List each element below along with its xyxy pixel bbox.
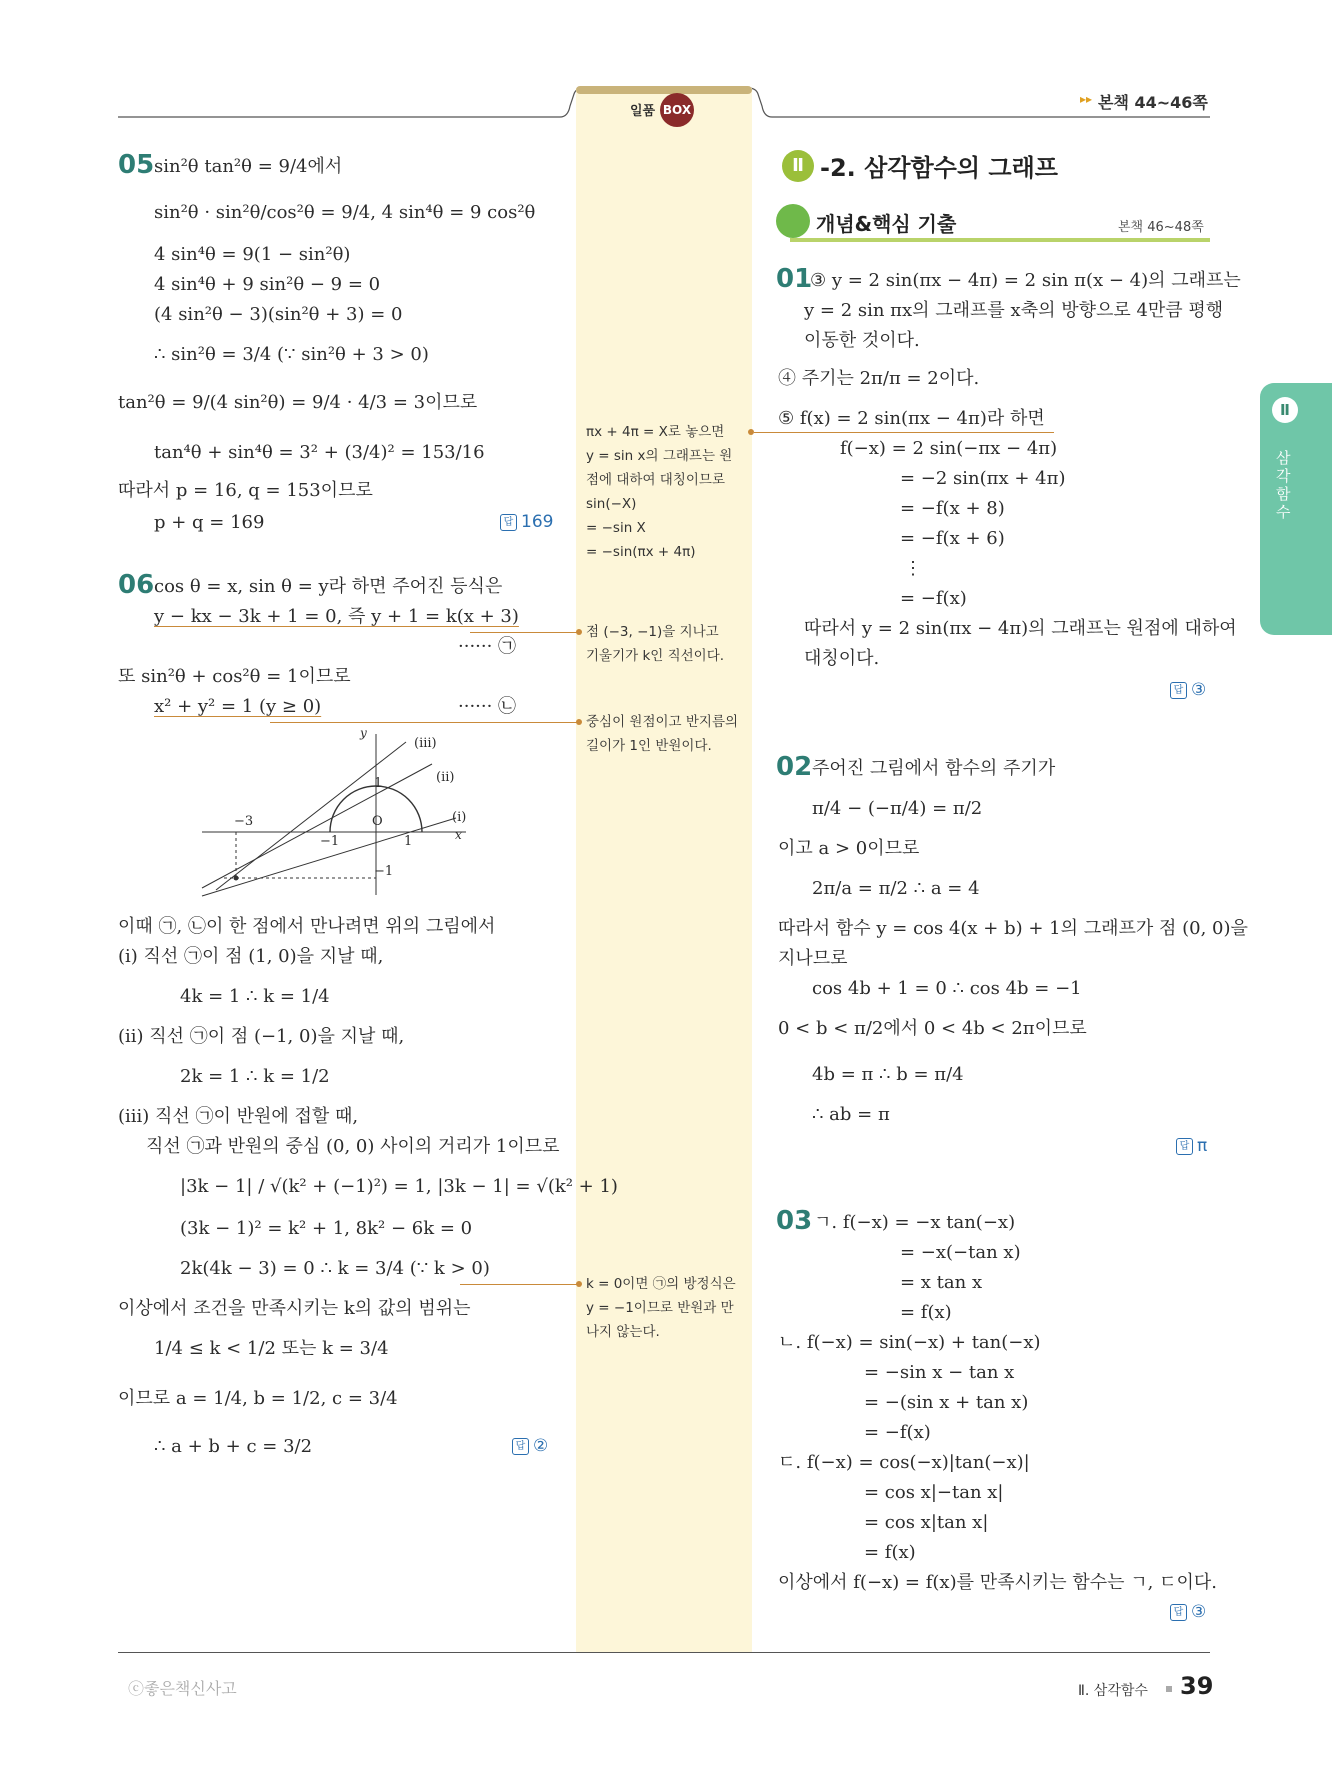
line: |3k − 1| / √(k² + (−1)²) = 1, |3k − 1| = √(k² + 1) bbox=[180, 1176, 618, 1197]
line: cos 4b + 1 = 0 ∴ cos 4b = −1 bbox=[812, 978, 1082, 999]
page-number: 39 bbox=[1180, 1672, 1214, 1700]
connector bbox=[460, 1284, 580, 1285]
origin-label: O bbox=[372, 814, 383, 829]
note-4: k = 0이면 ㉠의 방정식은 y = −1이므로 반원과 만 나지 않는다. bbox=[586, 1276, 736, 1340]
note-3: 중심이 원점이고 반지름의 길이가 1인 반원이다. bbox=[586, 714, 739, 754]
line: = −2 sin(πx + 4π) bbox=[900, 468, 1066, 489]
line: 1/4 ≤ k < 1/2 또는 k = 3/4 bbox=[154, 1338, 389, 1359]
axis-x: x bbox=[455, 828, 462, 842]
copyright: ⓒ좋은책신사고 bbox=[128, 1679, 237, 1698]
tick-label: 1 bbox=[404, 834, 413, 849]
line: = −f(x) bbox=[900, 588, 967, 609]
answer-icon: 답 bbox=[1170, 682, 1187, 699]
line: (i) 직선 ㉠이 점 (1, 0)을 지날 때, bbox=[118, 946, 384, 967]
line: y − kx − 3k + 1 = 0, 즉 y + 1 = k(x + 3) bbox=[154, 606, 519, 627]
line: 이때 ㉠, ㉡이 한 점에서 만나려면 위의 그림에서 bbox=[118, 916, 496, 937]
line: (iii) 직선 ㉠이 반원에 접할 때, bbox=[118, 1106, 359, 1127]
line: = −f(x + 6) bbox=[900, 528, 1005, 549]
line: = −sin x − tan x bbox=[864, 1362, 1015, 1383]
box-label: 일품 bbox=[630, 104, 656, 119]
answer-05: 답 169 bbox=[500, 512, 553, 532]
line: = x tan x bbox=[900, 1272, 983, 1293]
line: 이상에서 조건을 만족시키는 k의 값의 범위는 bbox=[118, 1298, 471, 1319]
line: 대칭이다. bbox=[804, 648, 880, 669]
line: 4k = 1 ∴ k = 1/4 bbox=[180, 986, 330, 1007]
problem-number: 03 bbox=[776, 1206, 813, 1236]
side-note-column bbox=[576, 88, 752, 1652]
connector-dot bbox=[576, 719, 582, 725]
line: = cos x|−tan x| bbox=[864, 1482, 1004, 1503]
header-ref: 본책 44~46쪽 bbox=[1098, 93, 1208, 112]
line: ㄴ. f(−x) = sin(−x) + tan(−x) bbox=[778, 1332, 1041, 1353]
answer-02: 답 π bbox=[1176, 1136, 1207, 1156]
line: 따라서 p = 16, q = 153이므로 bbox=[118, 480, 373, 501]
problem-number: 05 bbox=[118, 150, 155, 180]
line: ⋮ bbox=[904, 558, 922, 579]
tick-label: −1 bbox=[320, 834, 340, 849]
line: 또 sin²θ + cos²θ = 1이므로 bbox=[118, 666, 351, 687]
line: 직선 ㉠과 반원의 중심 (0, 0) 사이의 거리가 1이므로 bbox=[146, 1136, 560, 1157]
answer-icon: 답 bbox=[1170, 1604, 1187, 1621]
axis-y: y bbox=[360, 726, 367, 740]
line: π/4 − (−π/4) = π/2 bbox=[812, 798, 983, 819]
line: = −x(−tan x) bbox=[900, 1242, 1021, 1263]
line: ∴ ab = π bbox=[812, 1104, 890, 1125]
line: y = 2 sin πx의 그래프를 x축의 방향으로 4만큼 평행 bbox=[804, 300, 1224, 321]
box-badge: BOX bbox=[660, 93, 694, 127]
line: ㄷ. f(−x) = cos(−x)|tan(−x)| bbox=[778, 1452, 1030, 1473]
line: 2k(4k − 3) = 0 ∴ k = 3/4 (∵ k > 0) bbox=[180, 1258, 490, 1279]
tab-label: 삼각함수 bbox=[1276, 449, 1291, 521]
line: 2k = 1 ∴ k = 1/2 bbox=[180, 1066, 330, 1087]
line-label: (i) bbox=[452, 810, 467, 825]
line: 따라서 함수 y = cos 4(x + b) + 1의 그래프가 점 (0, 0)을 bbox=[778, 918, 1248, 939]
line: = f(x) bbox=[900, 1302, 952, 1323]
line: 이고 a > 0이므로 bbox=[778, 838, 920, 859]
line: cos θ = x, sin θ = y라 하면 주어진 등식은 bbox=[154, 576, 503, 597]
problem-number: 02 bbox=[776, 752, 813, 782]
line: sin²θ · sin²θ/cos²θ = 9/4, 4 sin⁴θ = 9 cos²θ bbox=[154, 202, 536, 223]
connector-dot bbox=[748, 429, 754, 435]
line: = cos x|tan x| bbox=[864, 1512, 989, 1533]
sub-label: 개념&핵심 기출 bbox=[816, 212, 957, 236]
line: (ii) 직선 ㉠이 점 (−1, 0)을 지날 때, bbox=[118, 1026, 405, 1047]
tick-label: −1 bbox=[374, 864, 394, 879]
answer-icon: 답 bbox=[1176, 1138, 1193, 1155]
line: 4b = π ∴ b = π/4 bbox=[812, 1064, 964, 1085]
section-title: -2. 삼각함수의 그래프 bbox=[820, 154, 1058, 182]
label-a: ······ ㉠ bbox=[458, 636, 517, 657]
line: (4 sin²θ − 3)(sin²θ + 3) = 0 bbox=[154, 304, 403, 325]
line: = −f(x + 8) bbox=[900, 498, 1005, 519]
line: p + q = 169 bbox=[154, 512, 265, 533]
footer-chapter: Ⅱ. 삼각함수 bbox=[1078, 1683, 1148, 1699]
line-label: (iii) bbox=[414, 736, 437, 751]
line: 주어진 그림에서 함수의 주기가 bbox=[812, 758, 1056, 779]
line: sin²θ tan²θ = 9/4에서 bbox=[154, 156, 343, 177]
problem-number: 06 bbox=[118, 570, 155, 600]
note-1: πx + 4π = X로 놓으면 y = sin x의 그래프는 원 점에 대하여 대칭이므로 sin(−X) = −sin X = −sin(πx + 4π) bbox=[586, 424, 733, 560]
line: ∴ a + b + c = 3/2 bbox=[154, 1436, 313, 1457]
line: = −(sin x + tan x) bbox=[864, 1392, 1029, 1413]
line: tan²θ = 9/(4 sin²θ) = 9/4 · 4/3 = 3이므로 bbox=[118, 392, 478, 413]
line: 0 < b < π/2에서 0 < 4b < 2π이므로 bbox=[778, 1018, 1087, 1039]
answer-03: 답 ③ bbox=[1170, 1602, 1206, 1622]
line: (3k − 1)² = k² + 1, 8k² − 6k = 0 bbox=[180, 1218, 473, 1239]
line: 이므로 a = 1/4, b = 1/2, c = 3/4 bbox=[118, 1388, 398, 1409]
line: f(−x) = 2 sin(−πx − 4π) bbox=[840, 438, 1058, 459]
section-roman: Ⅱ bbox=[782, 150, 814, 182]
footer-rule bbox=[118, 1652, 1210, 1653]
line: ⑤ f(x) = 2 sin(πx − 4π)라 하면 bbox=[778, 408, 1045, 429]
line: 4 sin⁴θ + 9 sin²θ − 9 = 0 bbox=[154, 274, 381, 295]
footer-bullet-icon bbox=[1166, 1686, 1172, 1692]
chapter-tab[interactable] bbox=[1260, 383, 1332, 635]
connector-dot bbox=[576, 1281, 582, 1287]
line: 4 sin⁴θ = 9(1 − sin²θ) bbox=[154, 244, 351, 265]
answer-06: 답 ② bbox=[512, 1436, 548, 1456]
tab-roman: Ⅱ bbox=[1272, 397, 1298, 423]
connector-dot bbox=[576, 629, 582, 635]
line: 이동한 것이다. bbox=[804, 330, 920, 351]
line: ㄱ. f(−x) = −x tan(−x) bbox=[814, 1212, 1016, 1233]
concept-icon bbox=[776, 204, 810, 238]
tick-label: 1 bbox=[374, 776, 383, 791]
line-label: (ii) bbox=[436, 770, 455, 785]
line: 지나므로 bbox=[778, 948, 848, 969]
line: ∴ sin²θ = 3/4 (∵ sin²θ + 3 > 0) bbox=[154, 344, 429, 365]
problem-number: 01 bbox=[776, 264, 813, 294]
line: 이상에서 f(−x) = f(x)를 만족시키는 함수는 ㄱ, ㄷ이다. bbox=[778, 1572, 1217, 1593]
line: = −f(x) bbox=[864, 1422, 931, 1443]
sub-rule bbox=[790, 238, 1210, 242]
connector bbox=[270, 722, 580, 723]
line: 2π/a = π/2 ∴ a = 4 bbox=[812, 878, 980, 899]
label-b: ······ ㉡ bbox=[458, 696, 517, 717]
line: tan⁴θ + sin⁴θ = 3² + (3/4)² = 153/16 bbox=[154, 442, 485, 463]
line: ③ y = 2 sin(πx − 4π) = 2 sin π(x − 4)의 그래프는 bbox=[810, 270, 1241, 291]
line: 따라서 y = 2 sin(πx − 4π)의 그래프는 원점에 대하여 bbox=[804, 618, 1237, 639]
answer-icon: 답 bbox=[500, 514, 517, 531]
note-2: 점 (−3, −1)을 지나고 기울기가 k인 직선이다. bbox=[586, 624, 725, 664]
sub-ref: 본책 46~48쪽 bbox=[1118, 220, 1204, 235]
note-column-cap bbox=[576, 86, 752, 94]
answer-01: 답 ③ bbox=[1170, 680, 1206, 700]
answer-icon: 답 bbox=[512, 1438, 529, 1455]
line: ④ 주기는 2π/π = 2이다. bbox=[778, 368, 980, 389]
connector bbox=[470, 632, 580, 633]
line: x² + y² = 1 (y ≥ 0) bbox=[154, 696, 322, 717]
line: = f(x) bbox=[864, 1542, 916, 1563]
ref-arrow-icon: ▸▸ bbox=[1080, 92, 1093, 106]
tick-label: −3 bbox=[234, 814, 254, 829]
